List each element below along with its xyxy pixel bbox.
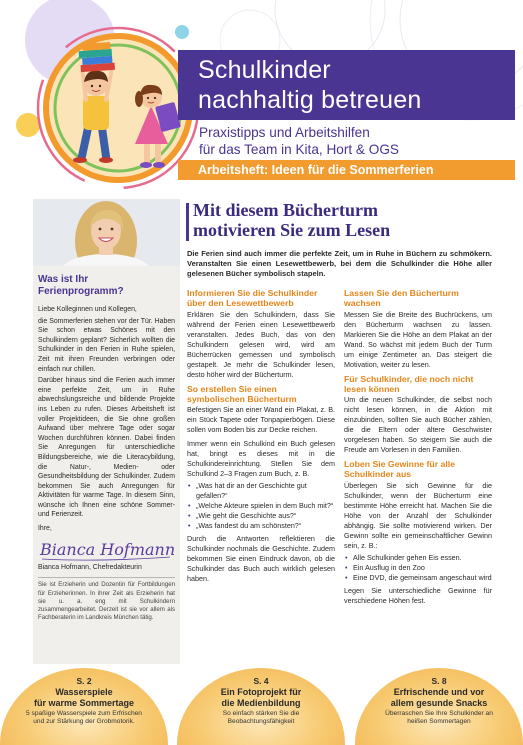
teaser-title-line: die Medienbildung — [221, 697, 301, 708]
body-paragraph: Befestigen Sie an einer Wand ein Plakat, z. B. ein Stück Tapete oder Tonpapierbögen. Diese sollen vom Boden bis zur Decke reichen. — [187, 405, 335, 435]
letter-paragraph: die Sommerferien stehen vor der Tür. Haben Sie schon etwas Schönes mit den Schulkindern geplant? Sicherlich wollten die Schulkinder in den Ferien in Ruhe spielen, Zeit mit ihren Freunden verbringen oder einfach nur chillen. — [38, 317, 175, 373]
editorial-heading-line-2: Ferienprogramm? — [38, 286, 124, 297]
list-item: • Eine DVD, die gemeinsam angeschaut wird — [344, 573, 492, 583]
divider — [38, 577, 175, 578]
author-name: Bianca Hofmann, Chefredakteurin — [38, 563, 142, 571]
body-paragraph: Legen Sie unterschiedliche Gewinne für verschiedene Höhen fest. — [344, 585, 492, 605]
question-list — [187, 481, 335, 531]
signature-text: Bianca Hofmann — [40, 539, 175, 559]
prize-list — [344, 553, 492, 583]
teaser-text-line: und zur Stärkung der Grobmotorik. — [33, 718, 135, 726]
editorial-sidebar — [33, 266, 180, 664]
article-headline — [193, 200, 493, 240]
author-bio: Sie ist Erzieherin und Dozentin für Fortbildungen für Erzieherinnen. In ihrer Zeit als Erzieherin hat sie u. a. eng mit Schulkindern zusammengearbeitet. Derzeit ist sie vor allem als Fachberaterin im Landkreis München tätig. — [38, 581, 175, 622]
teaser-title-line: allem gesunde Snacks — [390, 697, 488, 708]
list-item: • „Was fandest du am schönsten?“ — [187, 521, 335, 531]
title-line-2: nachhaltig betreuen — [198, 86, 422, 114]
issue-bar: Arbeitsheft: Ideen für die Sommerferien — [178, 160, 515, 180]
body-paragraph: Immer wenn ein Schulkind ein Buch gelesen hat, bringt es dieses mit in die Schulkindereinrichtung. Stellen Sie dem Schulkind 2–3 Fragen zum Buch, z. B. — [187, 439, 335, 479]
teaser-text-line: Überraschen Sie Ihre Schulkinder an — [385, 710, 493, 717]
book-stack-icon — [78, 42, 115, 72]
headline-line-2: motivieren Sie zum Lesen — [193, 220, 391, 240]
letter-closing: Ihre, — [38, 525, 52, 533]
signature — [38, 535, 175, 563]
subtitle-line-1: Praxistipps und Arbeitshilfen — [199, 125, 370, 140]
list-item: • „Wie geht die Geschichte aus?“ — [187, 511, 335, 521]
article-lead: Die Ferien sind auch immer die perfekte Zeit, um in Ruhe in Büchern zu schmökern. Veranstalten Sie einen Lesewettbewerb, bei dem die Schulkinder die Höhe aller gelesenen Bücher symbolisch stapeln. — [187, 249, 492, 279]
subheading: So erstellen Sie einen symbolischen Bücherturm — [187, 383, 297, 404]
teaser-page-number: S. 4 — [253, 676, 269, 686]
editorial-heading-line-1: Was ist Ihr — [38, 274, 89, 285]
subtitle-line-2: für das Team in Kita, Hort & OGS — [199, 142, 399, 157]
teaser-title-line: für warme Sommertage — [33, 697, 135, 708]
title-banner — [178, 50, 515, 120]
teaser-text-line: 5 spaßige Wasserspiele zum Erfrischen — [26, 710, 142, 717]
teaser-tab-page-2 — [0, 668, 168, 745]
subtitle — [199, 124, 509, 158]
body-paragraph: Um die neuen Schulkinder, die selbst noch nicht lesen können, in die Aktion mit einzubinden, sollten Sie auch Bücher zählen, die die Eltern oder ältere Geschwister vorgelesen haben. So steigern Sie auch die Freude am Vorlesen in den Familien. — [344, 395, 492, 455]
body-paragraph: Durch die Antworten reflektieren die Schulkinder nochmals die Geschichte. Zudem bekommen Sie einen Eindruck davon, ob die Schulkinder das Buch auch wirklich gelesen haben. — [187, 534, 335, 584]
teaser-title-line: Ein Fotoprojekt für — [220, 687, 302, 697]
list-item: • Ein Ausflug in den Zoo — [344, 563, 492, 573]
title-line-1: Schulkinder — [198, 56, 331, 84]
list-item: • Alle Schulkinder gehen Eis essen. — [344, 553, 492, 563]
teaser-tab-page-4 — [177, 668, 345, 745]
teaser-title-line: Erfrischende und vor — [393, 687, 485, 697]
subheading: Loben Sie Gewinne für alle Schulkinder aus — [344, 459, 456, 480]
article-column-right — [344, 288, 492, 606]
letter-paragraph: Darüber hinaus sind die Ferien auch immer eine perfekte Zeit, um in Ruhe abwechslungsreiche und bildende Projekte ins Leben zu rufen. Dieses Arbeitsheft ist voller Projektideen, die Sie ohne großen Aufwand über mehrere Tage oder sogar Wochen durchführen können. Dabei finden Sie Anregungen für unterschiedliche Bildungsbereiche, wie die Literacybildung, die Natur-, Medien- oder Gesundheitsbildung der Schulkinder. Zudem bekommen Sie auch Anregungen für Aktivitäten für warme Tage. In diesem Sinn, wünsche ich Ihnen eine schöne Sommer- und Ferienzeit. — [38, 377, 175, 519]
teaser-page-number: S. 8 — [431, 676, 447, 686]
body-paragraph: Messen Sie die Breite des Buchrückens, um den Bücherturm wachsen zu lassen. Markieren Sie die Höhe an dem Plakat an der Wand. So wächst mit jedem Buch der Turm um einige Zentimeter an. Das steigert die Motivation, weiter zu lesen. — [344, 309, 492, 369]
teaser-text-line: Beobachtungsfähigkeit — [227, 718, 295, 726]
author-photo — [33, 199, 180, 266]
subheading: Für Schulkinder, die noch nicht lesen können — [344, 373, 474, 394]
headline-accent-bar — [186, 203, 189, 241]
body-paragraph: Erklären Sie den Schulkindern, dass Sie während der Ferien einen Lesewettbewerb veranstalten. Jedes Buch, das von den Schulkindern gelesen wird, wird am Bücherrücken gemessen und symbolisch gestapelt. Je mehr die Schulkinder lesen, desto höher wird der Bücherturm. — [187, 309, 335, 379]
teaser-text-line: heißen Sommertagen — [407, 718, 471, 726]
header-illustration — [0, 0, 200, 190]
teaser-text-line: So einfach stärken Sie die — [222, 710, 300, 717]
list-item: • „Welche Akteure spielen in dem Buch mit?“ — [187, 501, 335, 511]
headline-line-1: Mit diesem Bücherturm — [193, 200, 378, 220]
list-item: • „Was hat dir an der Geschichte gut gefallen?“ — [187, 481, 335, 501]
letter-salutation: Liebe Kolleginnen und Kollegen, — [38, 306, 137, 313]
teaser-tab-page-8 — [355, 668, 523, 745]
editorial-heading — [38, 274, 175, 298]
teaser-title-line: Wasserspiele — [55, 687, 113, 697]
subheading: Lassen Sie den Bücherturm wachsen — [344, 288, 459, 309]
body-paragraph: Überlegen Sie sich Gewinne für die Schulkinder, wenn der Bücherturm eine bestimmte Höhe erreicht hat. Machen Sie die Höhe von der Anzahl der Schulkinder abhängig. Sie sollte motivierend wirken. Der Gewinn sollte ein gemeinschaftlicher Gewinn sein, z. B.: — [344, 480, 492, 550]
subheading: Informieren Sie die Schulkinder über den Lesewettbewerb — [187, 288, 318, 309]
article-column-left — [187, 288, 335, 584]
teaser-page-number: S. 2 — [76, 676, 92, 686]
